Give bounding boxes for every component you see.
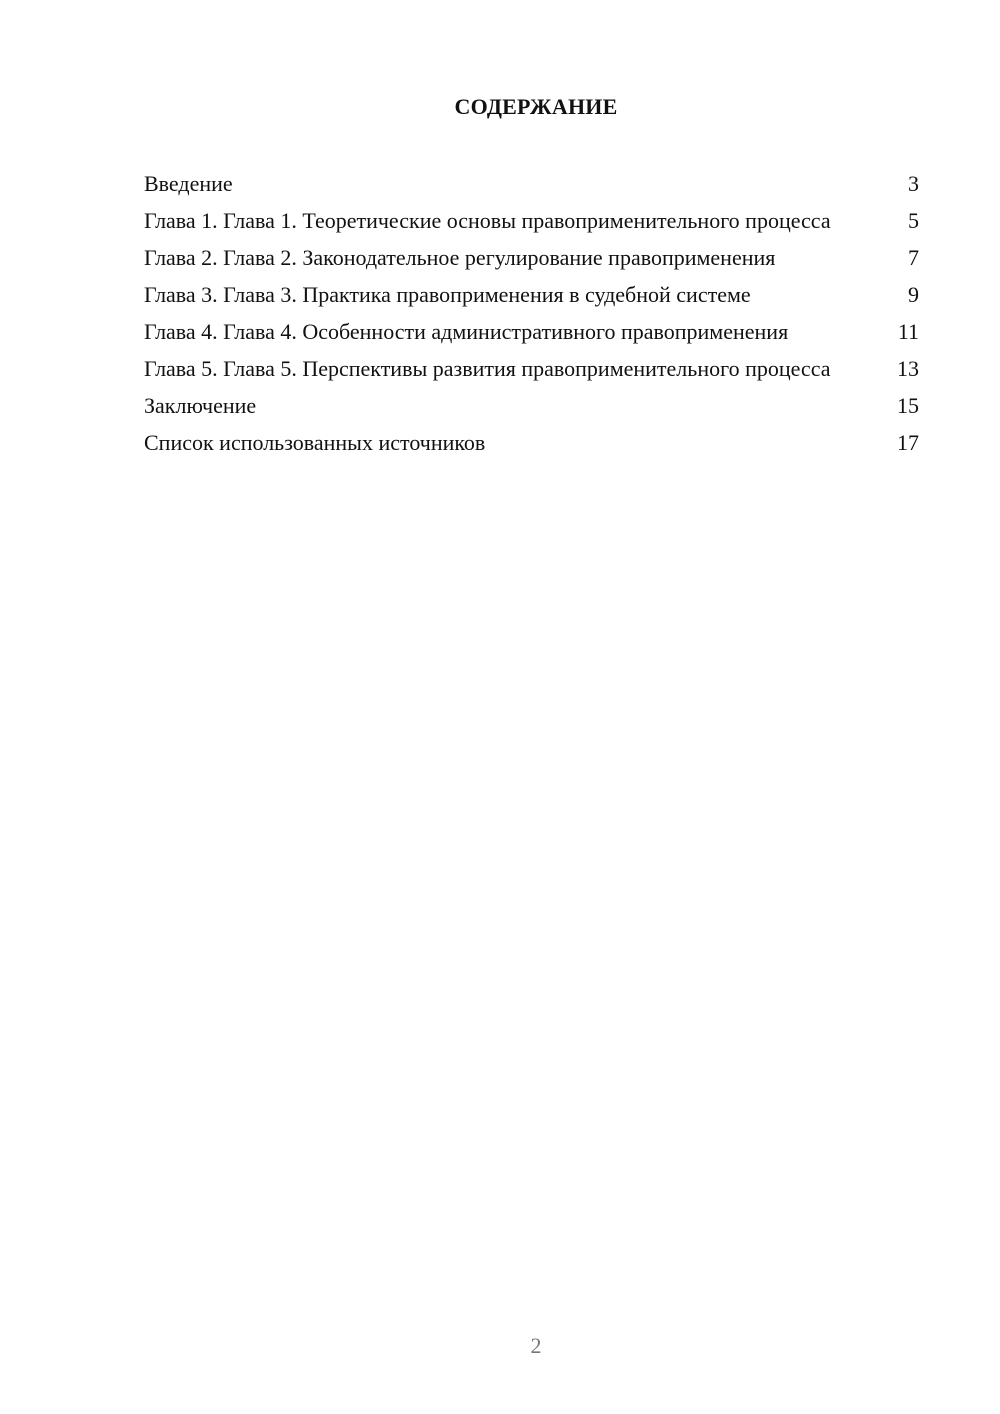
toc-entry-title: Список использованных источников (144, 430, 486, 455)
toc-entry-chapter-3[interactable] (144, 281, 919, 308)
toc-entry-page: 3 (908, 171, 919, 196)
toc-entry-page: 5 (908, 208, 919, 233)
toc-entry-title: Глава 4. Глава 4. Особенности административного правоприменения (144, 319, 789, 344)
toc-entry-title: Глава 5. Глава 5. Перспективы развития правоприменительного процесса (144, 356, 831, 381)
toc-entry-page: 17 (897, 430, 919, 455)
toc-entry-page: 11 (897, 319, 919, 344)
toc-entry-references[interactable] (144, 429, 919, 456)
toc-entry-title: Введение (144, 171, 233, 196)
toc-entry-introduction[interactable] (144, 170, 919, 197)
table-of-contents (144, 170, 919, 466)
toc-entry-title: Глава 1. Глава 1. Теоретические основы правоприменительного процесса (144, 208, 831, 233)
toc-entry-page: 15 (897, 393, 919, 418)
toc-entry-chapter-1[interactable] (144, 207, 919, 234)
page-title: СОДЕРЖАНИЕ (454, 94, 618, 119)
toc-entry-title: Глава 2. Глава 2. Законодательное регулирование правоприменения (144, 245, 776, 270)
toc-entry-chapter-4[interactable] (144, 318, 919, 345)
toc-entry-page: 7 (908, 245, 919, 270)
toc-entry-page: 9 (908, 282, 919, 307)
toc-entry-page: 13 (897, 356, 919, 381)
toc-entry-chapter-2[interactable] (144, 244, 919, 271)
toc-entry-chapter-5[interactable] (144, 355, 919, 382)
page-number: 2 (530, 1333, 542, 1358)
toc-entry-conclusion[interactable] (144, 392, 919, 419)
toc-entry-title: Заключение (144, 393, 257, 418)
toc-entry-title: Глава 3. Глава 3. Практика правоприменения в судебной системе (144, 282, 751, 307)
